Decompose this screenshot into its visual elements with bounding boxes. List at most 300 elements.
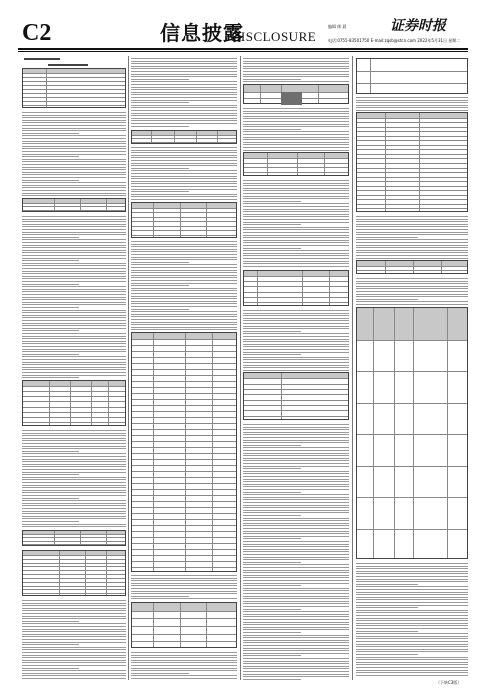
text-line	[356, 237, 418, 238]
text-line	[243, 313, 349, 314]
table-column-line	[302, 271, 303, 305]
text-line	[243, 209, 349, 210]
text-line	[22, 146, 126, 147]
table-row-line	[132, 465, 236, 466]
table-row-line	[23, 105, 125, 106]
text-line	[22, 143, 126, 144]
text-line	[243, 222, 349, 223]
text-line	[243, 453, 349, 454]
text-line	[22, 433, 126, 434]
table-row-line	[132, 561, 236, 562]
data-table	[356, 260, 468, 274]
text-line	[243, 203, 349, 204]
text-line	[131, 316, 237, 317]
table-row-line	[23, 593, 125, 594]
text-line	[22, 234, 126, 235]
text-line	[22, 190, 126, 191]
text-line	[243, 126, 349, 127]
text-line	[131, 165, 237, 166]
text-line	[131, 157, 237, 158]
table-row-line	[23, 81, 125, 82]
text-line	[356, 675, 468, 676]
table-row-line	[357, 177, 467, 178]
text-line	[131, 251, 237, 252]
text-line	[243, 468, 301, 469]
masthead-rule-thick	[18, 48, 468, 50]
table-row-line	[132, 387, 236, 388]
text-line	[243, 367, 349, 368]
text-line	[243, 642, 349, 643]
text-line	[131, 244, 237, 245]
text-line	[22, 291, 126, 292]
text-line	[131, 652, 237, 653]
text-line	[22, 670, 126, 671]
text-line	[22, 120, 126, 121]
text-line	[243, 616, 349, 617]
text-line	[243, 248, 301, 249]
table-row-line	[132, 411, 236, 412]
table-row-line	[132, 357, 236, 358]
data-table	[131, 202, 237, 238]
text-line	[131, 598, 237, 599]
table-row-line	[244, 281, 348, 282]
table-row-line	[132, 441, 236, 442]
masthead-rule-thin	[18, 51, 468, 52]
text-line	[22, 508, 126, 509]
text-line	[356, 229, 468, 230]
text-line	[243, 134, 349, 135]
text-line	[131, 314, 237, 315]
text-line	[22, 224, 126, 225]
text-line	[356, 592, 468, 593]
text-line	[22, 323, 126, 324]
text-line	[131, 102, 189, 103]
text-line	[356, 255, 468, 256]
text-line	[22, 516, 126, 517]
table-column-line	[385, 261, 386, 273]
text-line	[243, 653, 349, 654]
table-row-line	[244, 405, 348, 406]
text-line	[131, 288, 237, 289]
table-column-line	[153, 333, 154, 571]
text-line	[131, 264, 237, 265]
data-table	[22, 68, 126, 108]
text-line	[22, 430, 126, 431]
text-line	[356, 258, 468, 259]
text-line	[22, 678, 126, 679]
table-row-line	[132, 641, 236, 642]
table-row-line	[23, 574, 125, 575]
text-line	[243, 193, 349, 194]
table-row-line	[244, 302, 348, 303]
data-table	[22, 550, 126, 596]
table-row-line	[357, 266, 467, 267]
table-row-line	[132, 142, 236, 143]
table-row-line	[23, 73, 125, 74]
table-row-line	[23, 396, 125, 397]
table-column-line	[297, 153, 298, 175]
text-line	[243, 473, 349, 474]
text-line	[22, 247, 126, 248]
text-line	[243, 606, 349, 607]
table-row-line	[132, 537, 236, 538]
table-row-line	[132, 135, 236, 136]
text-line	[22, 281, 126, 282]
table-row-line	[132, 495, 236, 496]
table-row-line	[357, 83, 467, 84]
text-line	[22, 284, 79, 285]
table-row-line	[132, 453, 236, 454]
table-column-line	[106, 551, 107, 595]
table-row-line	[244, 172, 348, 173]
text-line	[131, 147, 237, 148]
text-line	[243, 614, 349, 615]
text-line	[131, 94, 237, 95]
text-line	[243, 211, 349, 212]
text-line	[22, 330, 79, 331]
text-line	[356, 232, 468, 233]
text-line	[22, 216, 126, 217]
text-line	[243, 216, 349, 217]
text-line	[131, 71, 237, 72]
text-line	[131, 575, 237, 576]
text-line	[243, 68, 349, 69]
text-line	[22, 367, 126, 368]
text-line	[131, 194, 237, 195]
text-line	[22, 117, 126, 118]
text-line	[243, 627, 349, 628]
text-line	[22, 174, 126, 175]
text-line	[243, 538, 301, 539]
text-line	[22, 219, 126, 220]
text-line	[131, 110, 237, 111]
text-line	[131, 655, 237, 656]
text-line	[22, 338, 126, 339]
text-line	[22, 469, 126, 470]
text-line	[22, 626, 126, 627]
table-row-line	[132, 208, 236, 209]
table-row-line	[23, 582, 125, 583]
text-line	[131, 246, 237, 247]
text-line	[22, 351, 126, 352]
text-line	[243, 258, 349, 259]
text-line	[131, 155, 237, 156]
text-line	[356, 636, 468, 637]
table-row-line	[132, 393, 236, 394]
text-line	[131, 76, 237, 77]
text-line	[22, 133, 79, 134]
table-column-line	[206, 603, 207, 647]
table-shaded-cell	[281, 98, 302, 105]
heading-line	[24, 58, 60, 60]
text-line	[356, 278, 468, 279]
text-line	[131, 66, 237, 67]
table-row-line	[23, 401, 125, 402]
text-line	[131, 668, 237, 669]
text-line	[243, 61, 349, 62]
text-line	[243, 541, 349, 542]
table-row-line	[132, 345, 236, 346]
text-line	[22, 665, 126, 666]
text-line	[243, 76, 349, 77]
text-line	[131, 170, 237, 171]
text-line	[131, 61, 237, 62]
text-line	[356, 602, 468, 603]
text-line	[131, 578, 237, 579]
text-line	[22, 660, 126, 661]
text-line	[22, 459, 126, 460]
text-line	[22, 297, 126, 298]
text-line	[243, 557, 349, 558]
text-line	[356, 221, 468, 222]
text-line	[356, 672, 468, 673]
text-line	[131, 280, 237, 281]
text-line	[22, 490, 126, 491]
text-line	[243, 567, 349, 568]
table-row-line	[357, 172, 467, 173]
text-line	[22, 325, 126, 326]
text-line	[243, 131, 349, 132]
text-line	[243, 116, 349, 117]
text-line	[131, 588, 237, 589]
text-line	[22, 500, 126, 501]
text-line	[243, 603, 349, 604]
table-row-line	[23, 541, 125, 542]
text-line	[131, 113, 237, 114]
text-line	[356, 304, 468, 305]
text-line	[243, 650, 349, 651]
text-line	[131, 199, 237, 200]
text-line	[243, 250, 349, 251]
text-line	[131, 181, 237, 182]
text-line	[356, 615, 468, 616]
text-line	[22, 438, 126, 439]
table-row-line	[23, 93, 125, 94]
table-row-line	[357, 163, 467, 164]
text-line	[243, 455, 349, 456]
text-line	[243, 590, 349, 591]
text-line	[22, 456, 126, 457]
text-line	[22, 161, 126, 162]
text-line	[22, 608, 126, 609]
text-line	[131, 118, 237, 119]
text-line	[243, 577, 349, 578]
text-line	[22, 115, 126, 116]
data-table	[131, 332, 237, 572]
text-line	[131, 657, 237, 658]
text-line	[243, 261, 349, 262]
text-line	[22, 647, 126, 648]
text-line	[356, 654, 418, 655]
table-column-line	[106, 199, 107, 211]
text-line	[243, 575, 349, 576]
table-row-line	[132, 531, 236, 532]
table-column-line	[212, 333, 213, 571]
text-line	[243, 242, 349, 243]
text-line	[22, 472, 126, 473]
text-line	[243, 497, 349, 498]
data-table	[131, 602, 237, 648]
text-line	[22, 255, 126, 256]
table-row-line	[132, 501, 236, 502]
table-row-line	[23, 101, 125, 102]
text-line	[131, 107, 237, 108]
text-line	[243, 201, 301, 202]
table-row-line	[132, 567, 236, 568]
text-line	[356, 566, 468, 567]
table-column-line	[413, 261, 414, 273]
text-line	[22, 286, 126, 287]
text-line	[243, 74, 349, 75]
text-line	[243, 214, 349, 215]
text-line	[356, 628, 468, 629]
text-line	[356, 105, 468, 106]
text-line	[22, 610, 126, 611]
text-line	[243, 588, 349, 589]
text-line	[243, 183, 349, 184]
text-line	[243, 481, 349, 482]
text-line	[243, 528, 349, 529]
text-line	[243, 484, 349, 485]
text-line	[22, 495, 126, 496]
table-column-line	[257, 271, 258, 305]
table-row-line	[244, 292, 348, 293]
text-line	[243, 515, 301, 516]
text-line	[131, 670, 237, 671]
text-line	[22, 299, 126, 300]
text-line	[356, 107, 468, 108]
table-row-line	[23, 537, 125, 538]
text-line	[243, 331, 301, 332]
text-line	[131, 160, 237, 161]
column-divider	[240, 56, 241, 680]
table-column-line	[419, 113, 420, 211]
text-line	[22, 464, 126, 465]
text-line	[243, 318, 349, 319]
table-row-line	[132, 626, 236, 627]
text-line	[22, 618, 126, 619]
table-column-line	[373, 308, 374, 558]
table-row-line	[23, 206, 125, 207]
text-line	[131, 97, 237, 98]
table-row-line	[357, 199, 467, 200]
table-row-line	[357, 168, 467, 169]
table-row-line	[244, 378, 348, 379]
text-line	[22, 616, 126, 617]
table-column-line	[151, 131, 152, 143]
table-row-line	[357, 186, 467, 187]
text-line	[22, 377, 79, 378]
table-column-line	[413, 308, 414, 558]
text-line	[22, 221, 126, 222]
table-row-line	[357, 127, 467, 128]
text-line	[243, 427, 349, 428]
table-column-line	[54, 531, 55, 545]
text-line	[131, 272, 237, 273]
text-line	[243, 601, 349, 602]
text-line	[131, 105, 237, 106]
table-row-line	[132, 369, 236, 370]
text-line	[243, 315, 349, 316]
text-line	[22, 605, 126, 606]
text-line	[22, 461, 126, 462]
table-row-line	[357, 71, 467, 72]
table-row-line	[244, 286, 348, 287]
text-line	[22, 122, 126, 123]
text-line	[131, 293, 237, 294]
text-line	[356, 644, 468, 645]
text-line	[243, 447, 349, 448]
text-line	[243, 323, 349, 324]
text-line	[243, 224, 301, 225]
text-line	[22, 359, 126, 360]
text-line	[356, 288, 468, 289]
table-column-line	[91, 381, 92, 425]
text-line	[22, 518, 126, 519]
table-column-line	[108, 381, 109, 425]
table-row-line	[132, 525, 236, 526]
text-line	[22, 317, 126, 318]
text-line	[356, 216, 468, 217]
text-line	[356, 252, 468, 253]
text-line	[131, 123, 237, 124]
text-line	[243, 679, 301, 680]
text-line	[243, 668, 349, 669]
text-line	[356, 670, 468, 671]
text-line	[131, 249, 237, 250]
text-line	[356, 651, 468, 652]
text-line	[131, 673, 189, 674]
text-line	[243, 219, 349, 220]
text-line	[131, 275, 237, 276]
text-line	[243, 663, 349, 664]
text-line	[243, 370, 349, 371]
table-row-line	[357, 136, 467, 137]
text-line	[131, 580, 237, 581]
text-line	[22, 498, 79, 499]
text-line	[131, 593, 237, 594]
text-line	[131, 322, 237, 323]
table-row-line	[244, 297, 348, 298]
text-line	[243, 432, 349, 433]
text-line	[22, 657, 126, 658]
text-line	[22, 304, 126, 305]
text-line	[131, 196, 237, 197]
table-row-line	[23, 89, 125, 90]
text-line	[22, 524, 126, 525]
text-line	[22, 613, 126, 614]
text-line	[131, 58, 237, 59]
table-row-line	[132, 405, 236, 406]
text-line	[131, 324, 237, 325]
text-line	[243, 118, 349, 119]
table-column-line	[153, 603, 154, 647]
text-line	[22, 263, 126, 264]
table-row-line	[23, 386, 125, 387]
table-row-line	[244, 384, 348, 385]
text-line	[22, 182, 126, 183]
text-line	[243, 81, 349, 82]
table-column-line	[85, 551, 86, 595]
text-line	[22, 629, 126, 630]
text-line	[243, 352, 349, 353]
text-line	[243, 671, 349, 672]
data-table	[356, 307, 468, 559]
table-row-line	[23, 570, 125, 571]
text-line	[243, 518, 349, 519]
text-line	[22, 195, 126, 196]
text-line	[22, 268, 126, 269]
